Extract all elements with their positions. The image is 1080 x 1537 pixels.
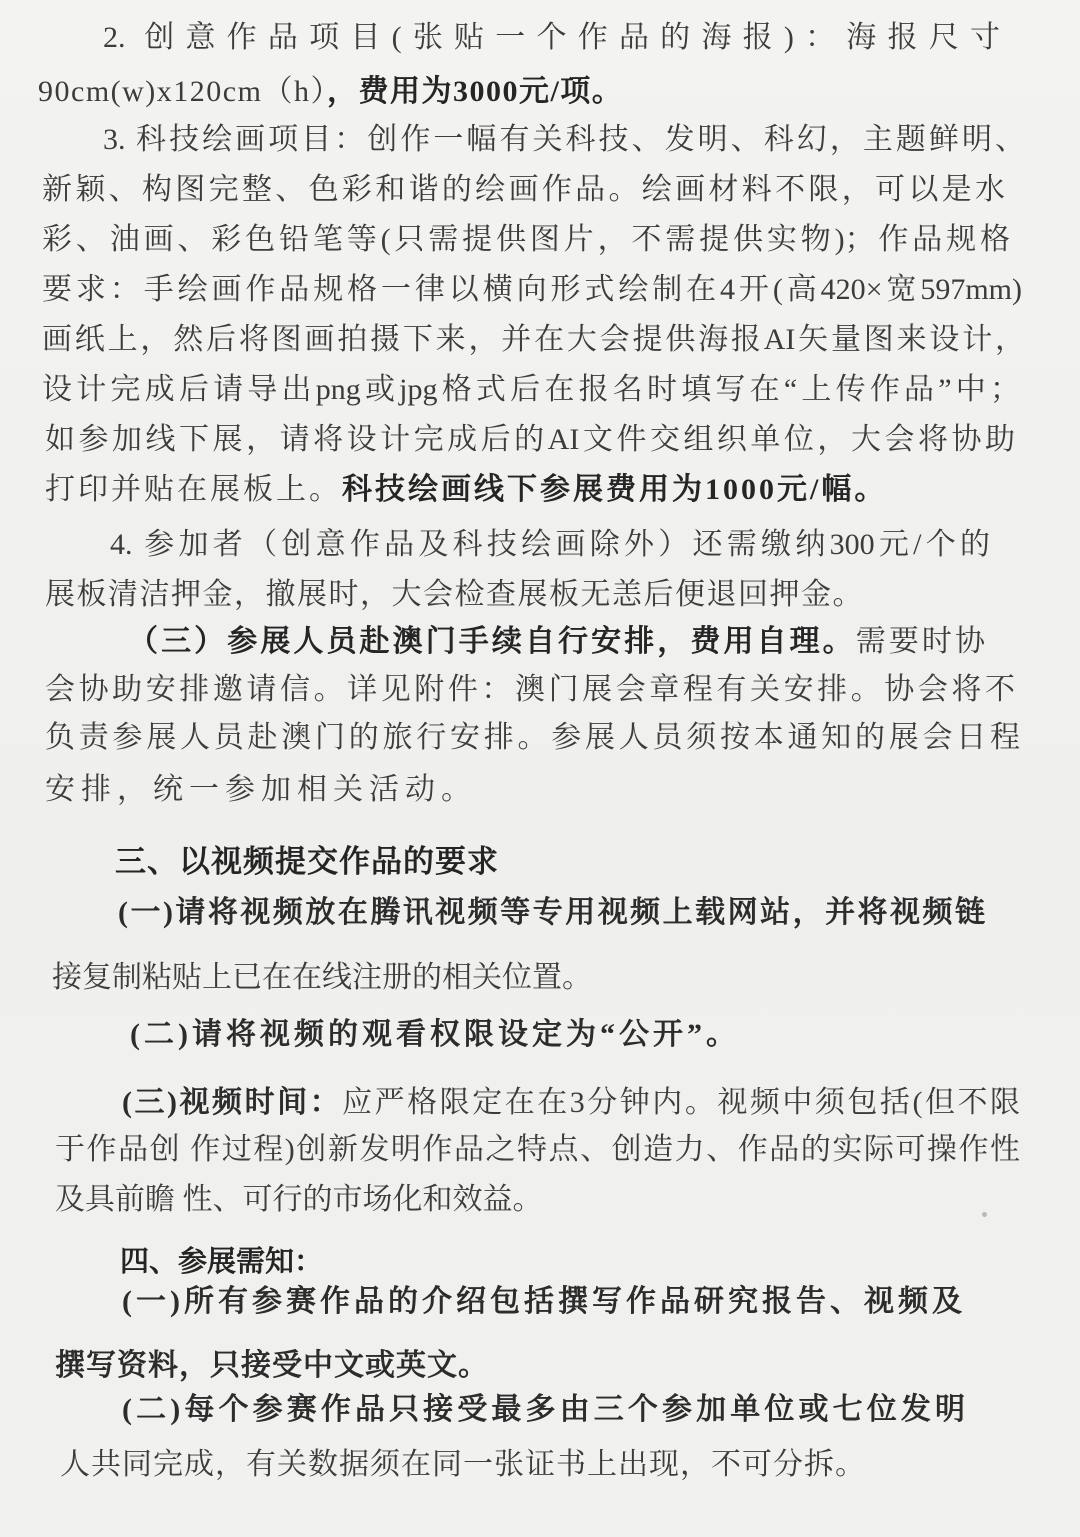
video-item-1-line: 接复制粘贴上已在在线注册的相关位置。 [52,961,592,994]
travel-line: 会协助安排邀请信。详见附件：澳门展会章程有关安排。协会将不 [45,673,1015,706]
tech-painting-line: 彩、油画、彩色铅笔等(只需提供图片，不需提供实物)；作品规格 [42,223,1010,256]
notes-item-2-line: (二)每个参赛作品只接受最多由三个参加单位或七位发明 [122,1393,965,1426]
video-duration-label: (三)视频时间： [122,1086,343,1119]
video-item-3-first-line [122,1083,1020,1123]
notes-item-1-line: 撰写资料，只接受中文或英文。 [55,1349,489,1382]
travel-heading: （三）参展人员赴澳门手续自行安排，费用自理。 [128,625,856,658]
video-section-heading: 三、以视频提交作品的要求 [115,844,499,879]
tech-painting-line: 要求：手绘画作品规格一律以横向形式绘制在4开(高420×宽597mm) [42,273,1022,306]
video-item-2-line: (二)请将视频的观看权限设定为“公开”。 [130,1018,740,1051]
travel-line: 安排，统一参加相关活动。 [45,773,477,806]
travel-first-line [128,622,985,662]
scan-speck [982,1212,987,1217]
poster-size-text: 90cm(w)x120cm（h） [38,75,327,108]
notes-section-heading: 四、参展需知： [120,1246,324,1278]
creative-works-title-line: 2. 创意作品项目(张贴一个作品的海报)：海报尺寸 [103,21,1000,54]
travel-text: 需要时协 [855,625,986,658]
creative-works-fee: ，费用为3000元/项。 [326,75,624,108]
tech-painting-line: 画纸上，然后将图画拍摄下来，并在大会提供海报AI矢量图来设计， [42,323,1025,356]
deposit-line: 展板清洁押金，撤展时，大会检查展板无恙后便退回押金。 [45,578,864,611]
video-duration-text: 应严格限定在在3分钟内。视频中须包括(但不限 [342,1086,1020,1119]
creative-works-size-line [38,72,623,112]
tech-painting-line: 3. 科技绘画项目：创作一幅有关科技、发明、科幻，主题鲜明、 [103,123,1025,156]
tech-painting-last-line [45,470,887,510]
tech-painting-fee: 科技绘画线下参展费用为1000元/幅。 [342,473,888,506]
video-item-1-line: (一)请将视频放在腾讯视频等专用视频上载网站，并将视频链 [118,896,985,929]
notes-item-1-line: (一)所有参赛作品的介绍包括撰写作品研究报告、视频及 [122,1285,962,1318]
tech-painting-line: 如参加线下展，请将设计完成后的AI文件交组织单位，大会将协助 [45,423,1015,456]
deposit-line: 4. 参加者（创意作品及科技绘画除外）还需缴纳300元/个的 [110,528,990,561]
tech-painting-line: 设计完成后请导出png或jpg格式后在报名时填写在“上传作品”中； [42,373,1020,406]
notes-item-2-line: 人共同完成，有关数据须在同一张证书上出现，不可分拆。 [60,1448,866,1481]
video-item-3-line: 及具前瞻 性、可行的市场化和效益。 [55,1183,543,1216]
tech-painting-line: 新颖、构图完整、色彩和谐的绘画作品。绘画材料不限，可以是水 [42,173,1005,206]
tech-painting-text: 打印并贴在展板上。 [45,473,342,506]
travel-line: 负责参展人员赴澳门的旅行安排。参展人员须按本通知的展会日程 [45,721,1020,754]
video-item-3-line: 于作品创 作过程)创新发明作品之特点、创造力、作品的实际可操作性 [55,1133,1020,1166]
